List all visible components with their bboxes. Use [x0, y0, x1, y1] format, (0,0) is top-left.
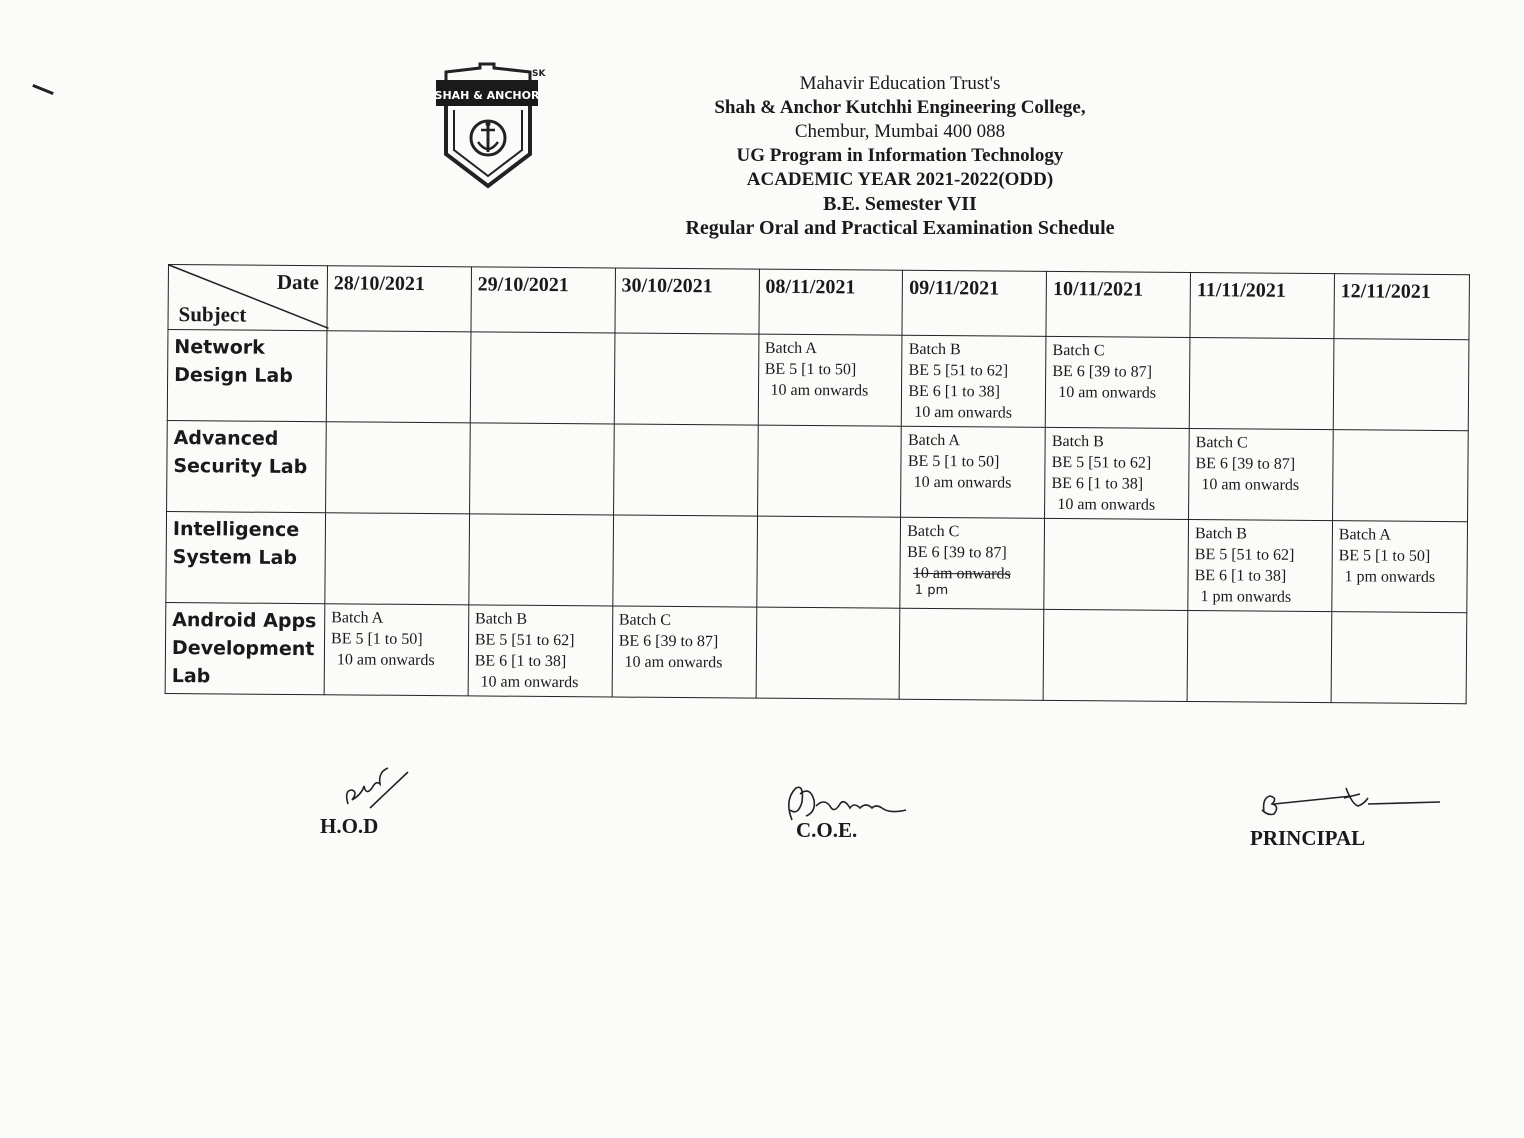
college-logo: [432, 62, 544, 190]
cell-line: 10 am onwards: [1201, 476, 1300, 494]
schedule-cell: [1331, 612, 1467, 704]
cell-line: BE 5 [1 to 50]: [907, 452, 1000, 471]
subject-cell: [166, 511, 326, 603]
table-row: [167, 420, 1469, 521]
logo-mark: SK: [532, 69, 546, 79]
schedule-title: Regular Oral and Practical Examination Schedule: [685, 217, 1115, 239]
cell-line: BE 6 [39 to 87]: [1052, 362, 1153, 381]
cell-line: Batch A: [1338, 526, 1391, 544]
schedule-cell: [1044, 518, 1189, 610]
hod-signature-block: [318, 760, 418, 838]
coe-signature-block: [780, 780, 920, 842]
subject-cell: [167, 420, 327, 512]
schedule-cell: [1332, 521, 1468, 613]
cell-line: 10 am onwards: [1058, 383, 1157, 402]
cell-line: BE 5 [51 to 62]: [908, 361, 1009, 380]
academic-year: ACADEMIC YEAR 2021-2022(ODD): [746, 169, 1054, 190]
cell-line-struck: 10 am onwards: [912, 564, 1011, 583]
cell-line: Batch A: [907, 431, 961, 450]
corner-date-label: Date: [276, 269, 319, 295]
cell-line: BE 6 [39 to 87]: [907, 543, 1007, 562]
subject-line: Network: [174, 336, 265, 359]
schedule-cell: [1189, 338, 1334, 430]
cell-line: BE 5 [51 to 62]: [1051, 453, 1152, 472]
date-header: 08/11/2021: [758, 269, 902, 335]
subject-line: System Lab: [172, 546, 298, 570]
schedule-cell: [1332, 430, 1468, 522]
principal-signature: [1248, 784, 1448, 824]
cell-line: Batch C: [907, 522, 960, 541]
college-address: Chembur, Mumbai 400 088: [794, 121, 1006, 142]
cell-line: 10 am onwards: [624, 653, 723, 672]
college-name: Shah & Anchor Kutchhi Engineering College,: [714, 97, 1086, 118]
date-header: 09/11/2021: [902, 270, 1046, 336]
cell-line: Batch A: [764, 339, 817, 358]
cell-line: Batch B: [474, 610, 528, 628]
header-row: [168, 265, 1469, 340]
cell-line: Batch C: [618, 611, 671, 629]
cell-line: 10 am onwards: [770, 381, 869, 400]
cell-line: BE 6 [1 to 38]: [474, 652, 567, 671]
schedule-cell: [613, 515, 758, 607]
schedule-cell: [756, 516, 901, 608]
subject-cell: [165, 602, 325, 694]
schedule-cell: [324, 604, 469, 696]
subject-cell: [167, 330, 327, 422]
cell-line: BE 5 [51 to 62]: [1194, 546, 1295, 564]
subject-line: Lab: [171, 665, 211, 688]
schedule-cell: [1188, 520, 1333, 612]
program-name: UG Program in Information Technology: [736, 145, 1064, 166]
document-header: [640, 72, 1160, 240]
cell-line: BE 5 [51 to 62]: [474, 631, 575, 650]
schedule-cell: [1333, 339, 1469, 431]
schedule-cell: [901, 426, 1046, 518]
corner-subject-label: Subject: [178, 302, 247, 327]
schedule-cell: [1045, 336, 1190, 428]
cell-line: BE 6 [1 to 38]: [1194, 567, 1287, 585]
subject-line: Security Lab: [173, 455, 308, 479]
schedule-cell: [613, 424, 758, 516]
table-row: [166, 511, 1468, 612]
anchor-icon: [471, 121, 505, 155]
schedule-cell: [899, 608, 1044, 700]
schedule-cell: [758, 334, 903, 426]
date-header: 12/11/2021: [1334, 274, 1470, 340]
trust-name: Mahavir Education Trust's: [799, 73, 1001, 94]
schedule-cell: [1043, 609, 1188, 701]
cell-line: Batch C: [1052, 341, 1105, 360]
schedule-cell: [470, 332, 615, 424]
subject-line: Intelligence: [172, 518, 300, 542]
schedule-cell: [326, 331, 471, 423]
stray-pen-mark: [32, 84, 54, 95]
schedule-cell: [325, 513, 470, 605]
table-row: [165, 602, 1467, 703]
cell-line: Batch A: [331, 609, 384, 627]
cell-line: BE 6 [39 to 87]: [618, 632, 719, 651]
principal-label: PRINCIPAL: [1250, 826, 1366, 850]
cell-line: Batch B: [1194, 525, 1248, 543]
date-header: 28/10/2021: [327, 266, 471, 332]
table-row: [167, 330, 1469, 431]
cell-line: BE 5 [1 to 50]: [1338, 547, 1431, 565]
cell-line: BE 5 [1 to 50]: [764, 360, 857, 379]
principal-signature-block: [1248, 784, 1448, 850]
cell-line: 10 am onwards: [480, 673, 579, 692]
cell-line: 1 pm onwards: [1344, 568, 1436, 586]
cell-line: Batch C: [1195, 434, 1248, 452]
cell-line: BE 5 [1 to 50]: [330, 630, 423, 649]
cell-line: 10 am onwards: [1057, 495, 1156, 514]
schedule-cell: [757, 425, 902, 517]
schedule-cell: [614, 333, 759, 425]
schedule-cell: [900, 517, 1045, 609]
schedule-cell: [902, 335, 1047, 427]
schedule-cell: [326, 422, 471, 514]
hod-signature: [318, 760, 418, 816]
subject-line: Android Apps: [172, 609, 317, 633]
cell-line: 10 am onwards: [914, 403, 1013, 422]
cell-line: Batch B: [1051, 432, 1104, 451]
date-header: 10/11/2021: [1046, 271, 1190, 337]
date-header: 29/10/2021: [471, 267, 615, 333]
cell-line: 1 pm onwards: [1200, 588, 1292, 606]
cell-line: BE 6 [1 to 38]: [1051, 474, 1144, 493]
coe-label: C.O.E.: [796, 818, 858, 842]
date-header: 30/10/2021: [615, 268, 759, 334]
hod-label: H.O.D: [320, 814, 379, 838]
schedule-cell: [468, 605, 613, 697]
subject-line: Design Lab: [174, 364, 293, 387]
schedule-cell: [1189, 429, 1334, 521]
schedule-cell: [612, 606, 757, 698]
subject-line: Development: [171, 637, 315, 661]
corner-cell: [168, 265, 328, 331]
schedule-cell: [1045, 427, 1190, 519]
logo-text: SHAH & ANCHOR: [434, 89, 540, 102]
schedule-cell: [469, 423, 614, 515]
cell-line: BE 6 [39 to 87]: [1195, 455, 1296, 473]
subject-line: Advanced: [173, 427, 279, 450]
schedule-cell: [756, 607, 901, 699]
semester: B.E. Semester VII: [823, 193, 977, 215]
schedule-cell: [469, 514, 614, 606]
cell-line: BE 6 [1 to 38]: [908, 382, 1001, 401]
cell-line: 10 am onwards: [336, 651, 435, 670]
cell-line: 10 am onwards: [913, 473, 1012, 492]
exam-schedule-table: [165, 264, 1470, 704]
schedule-cell: [1187, 611, 1332, 703]
cell-line: Batch B: [908, 340, 961, 359]
date-header: 11/11/2021: [1190, 273, 1334, 339]
handwritten-correction: 1 pm: [914, 582, 949, 599]
